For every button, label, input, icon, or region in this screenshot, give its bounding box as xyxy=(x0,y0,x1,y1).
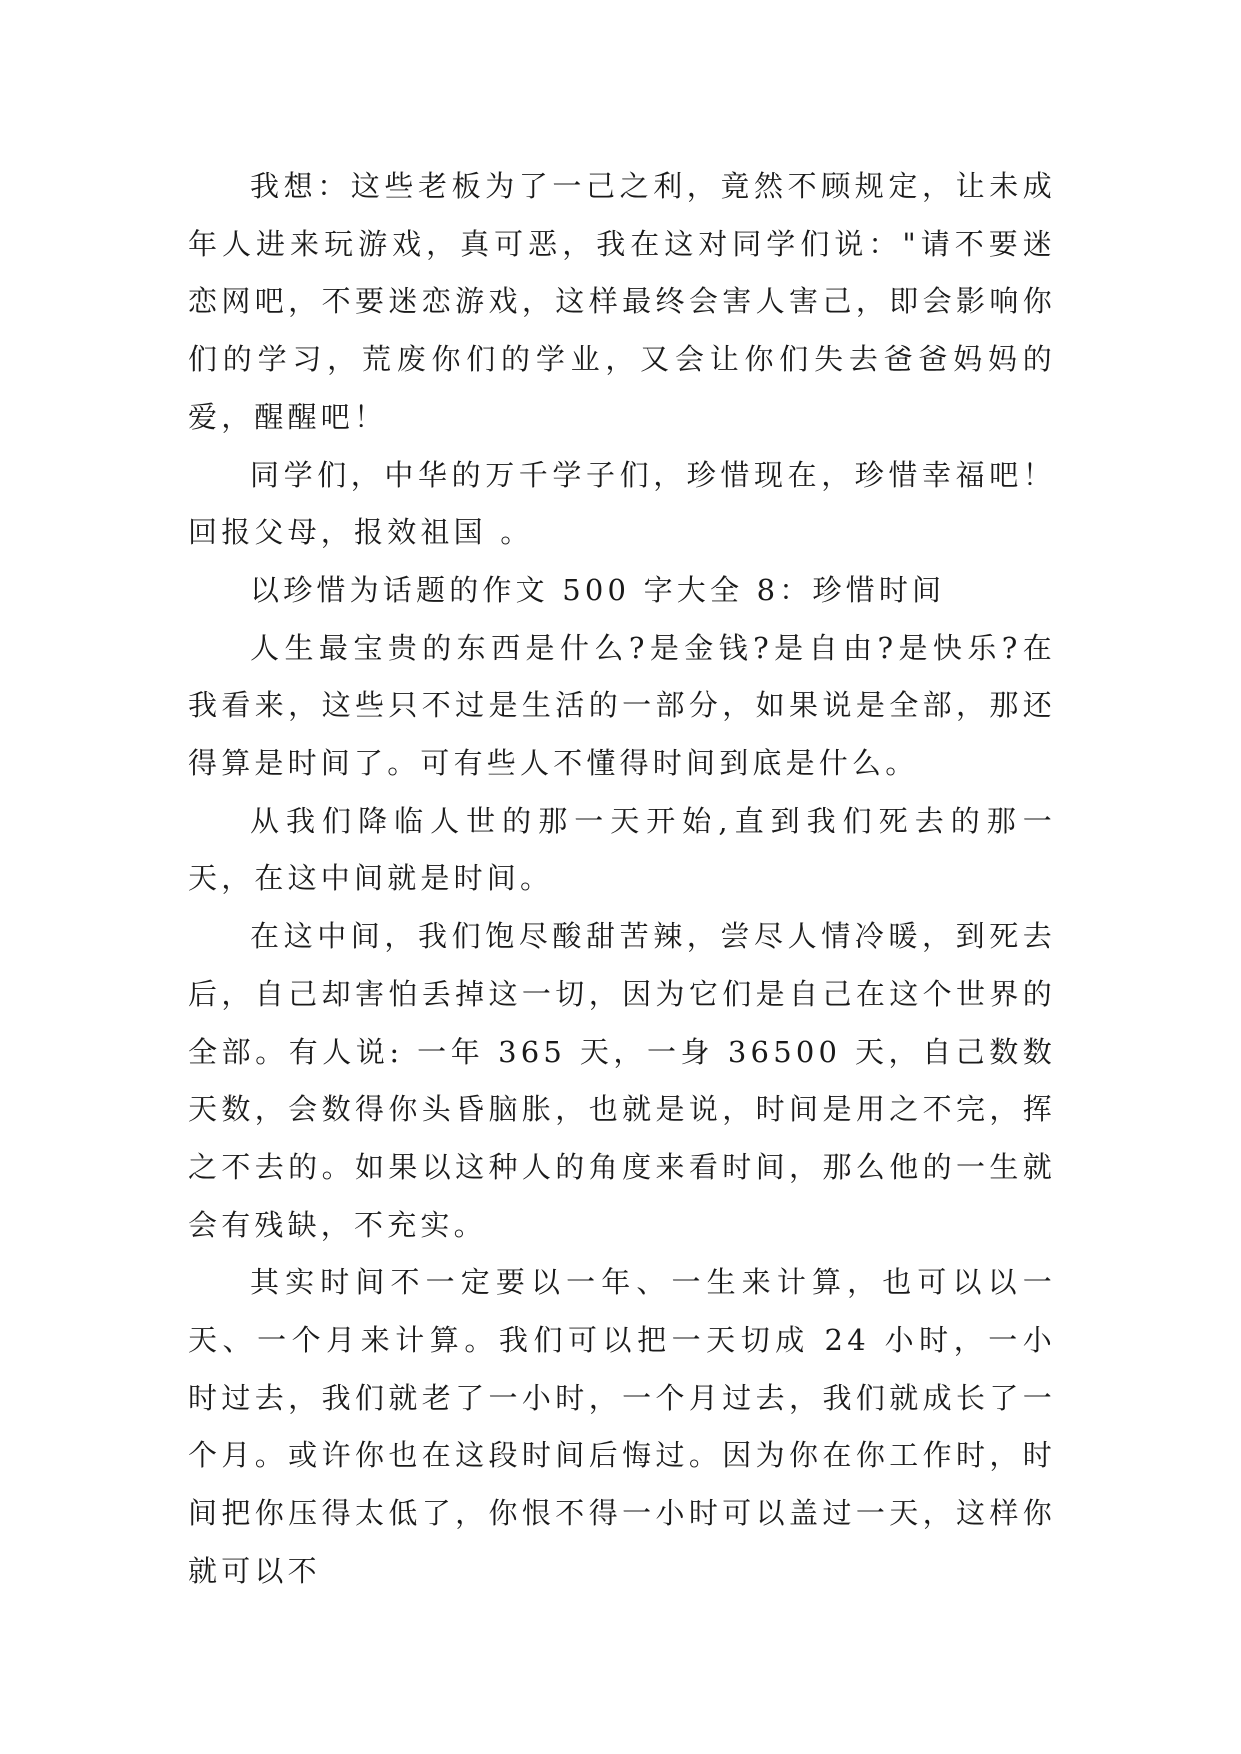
document-body xyxy=(188,158,1056,1601)
paragraph: 其实时间不一定要以一年、一生来计算，也可以以一天、一个月来计算。我们可以把一天切成 24 小时，一小时过去，我们就老了一小时，一个月过去，我们就成长了一个月。或许你也在这段时间后悔过。因为你在你工作时，时间把你压得太低了，你恨不得一小时可以盖过一天，这样你就可以不 xyxy=(188,1265,1056,1588)
paragraph: 同学们，中华的万千学子们，珍惜现在，珍惜幸福吧！回报父母，报效祖国 。 xyxy=(188,457,1056,550)
essay-heading: 以珍惜为话题的作文 500 字大全 8：珍惜时间 xyxy=(250,572,946,607)
paragraph: 人生最宝贵的东西是什么?是金钱?是自由?是快乐?在我看来，这些只不过是生活的一部分，如果说是全部，那还得算是时间了。可有些人不懂得时间到底是什么。 xyxy=(188,630,1056,781)
paragraph: 我想：这些老板为了一己之利，竟然不顾规定，让未成年人进来玩游戏，真可恶，我在这对同学们说："请不要迷恋网吧，不要迷恋游戏，这样最终会害人害己，即会影响你们的学习，荒废你们的学业，又会让你们失去爸爸妈妈的爱，醒醒吧！ xyxy=(188,169,1056,434)
paragraph: 在这中间，我们饱尽酸甜苦辣，尝尽人情冷暖，到死去后，自己却害怕丢掉这一切，因为它们是自己在这个世界的全部。有人说: 一年 365 天，一身 36500 天，自己数数天数，会数得你头昏脑胀，也就是说，时间是用之不完，挥之不去的。如果以这种人的角度来看时间，那么他的一生就会有残缺，不充实。 xyxy=(188,919,1056,1242)
paragraph: 从我们降临人世的那一天开始,直到我们死去的那一天，在这中间就是时间。 xyxy=(188,803,1056,896)
